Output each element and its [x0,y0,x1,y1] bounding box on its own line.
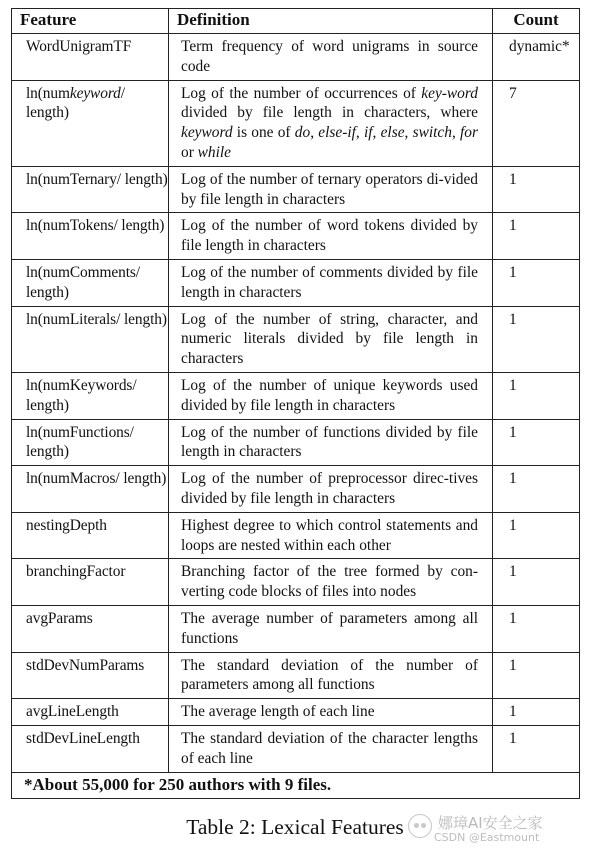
table-row [12,652,580,699]
feature-cell: ln(numMacros/ length) [12,466,169,513]
feature-cell: stdDevNumParams [12,652,169,699]
table-row [12,725,580,772]
table-row [12,213,580,260]
table-row [12,512,580,559]
count-cell: 1 [493,725,580,772]
definition-cell: Log of the number of unique keywords used divided by file length in characters [169,372,493,419]
table-row [12,34,580,81]
feature-cell: ln(numTokens/ length) [12,213,169,260]
watermark-credit: CSDN @Eastmount [434,831,540,844]
wechat-icon [408,814,432,838]
table-footnote: *About 55,000 for 250 authors with 9 files. [12,772,580,798]
table-row [12,80,580,166]
count-cell: 1 [493,213,580,260]
feature-cell: ln(numTernary/ length) [12,166,169,213]
definition-cell: Term frequency of word unigrams in source code [169,34,493,81]
table-footer-row [12,772,580,798]
count-cell: 1 [493,306,580,372]
table-row [12,559,580,606]
count-cell: dynamic* [493,34,580,81]
lexical-features-table [11,8,580,799]
count-cell: 1 [493,699,580,726]
count-cell: 1 [493,259,580,306]
feature-cell: ln(numLiterals/ length) [12,306,169,372]
count-cell: 7 [493,80,580,166]
table-row [12,372,580,419]
feature-cell: avgLineLength [12,699,169,726]
header-count: Count [493,9,580,34]
table-row [12,699,580,726]
table-row [12,306,580,372]
definition-cell: The average number of parameters among all functions [169,605,493,652]
count-cell: 1 [493,372,580,419]
count-cell: 1 [493,652,580,699]
table-row [12,605,580,652]
feature-cell: ln(numKeywords/ length) [12,372,169,419]
count-cell: 1 [493,605,580,652]
lexical-features-table-container [11,8,579,799]
table-header-row [12,9,580,34]
count-cell: 1 [493,419,580,466]
definition-cell: Log of the number of word tokens divided by file length in characters [169,213,493,260]
feature-cell: stdDevLineLength [12,725,169,772]
feature-cell: WordUnigramTF [12,34,169,81]
definition-cell: The average length of each line [169,699,493,726]
feature-cell: avgParams [12,605,169,652]
feature-cell: ln(numFunctions/ length) [12,419,169,466]
feature-cell: nestingDepth [12,512,169,559]
definition-cell: The standard deviation of the number of parameters among all functions [169,652,493,699]
count-cell: 1 [493,166,580,213]
feature-cell: ln(numkeyword/ length) [12,80,169,166]
definition-cell: The standard deviation of the character lengths of each line [169,725,493,772]
header-definition: Definition [169,9,493,34]
feature-cell: branchingFactor [12,559,169,606]
watermark-name: 娜璋AI安全之家 [438,814,543,832]
table-row [12,166,580,213]
definition-cell: Log of the number of functions divided by file length in characters [169,419,493,466]
count-cell: 1 [493,559,580,606]
definition-cell: Log of the number of occurrences of key-word divided by file length in characters, where keyword is one of do, else-if, if, else, switch, for or while [169,80,493,166]
table-row [12,259,580,306]
table-caption: Table 2: Lexical Features [186,815,404,839]
watermark [408,812,580,846]
feature-cell: ln(numComments/ length) [12,259,169,306]
table-row [12,419,580,466]
count-cell: 1 [493,466,580,513]
definition-cell: Log of the number of string, character, and numeric literals divided by file length in characters [169,306,493,372]
definition-cell: Log of the number of comments divided by file length in characters [169,259,493,306]
table-row [12,466,580,513]
header-feature: Feature [12,9,169,34]
definition-cell: Branching factor of the tree formed by con-verting code blocks of files into nodes [169,559,493,606]
definition-cell: Log of the number of ternary operators di-vided by file length in characters [169,166,493,213]
definition-cell: Highest degree to which control statements and loops are nested within each other [169,512,493,559]
count-cell: 1 [493,512,580,559]
definition-cell: Log of the number of preprocessor direc-tives divided by file length in characters [169,466,493,513]
